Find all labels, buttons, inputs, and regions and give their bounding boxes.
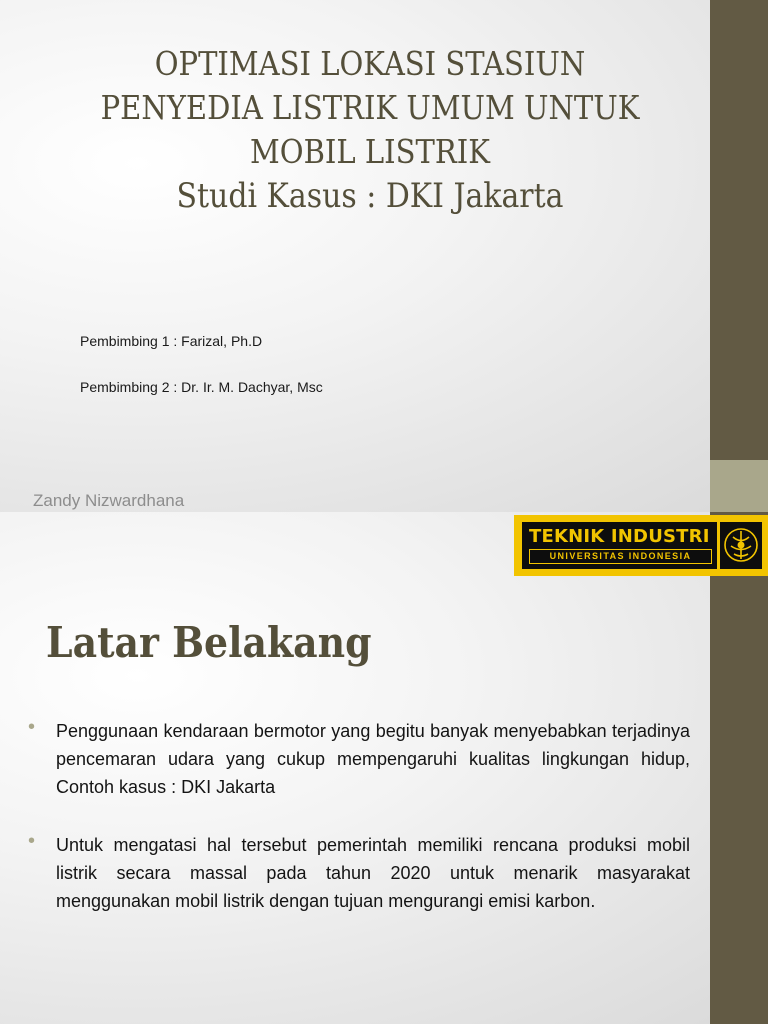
logo-subtitle: UNIVERSITAS INDONESIA: [529, 549, 712, 564]
supervisors-block: [80, 333, 323, 425]
side-bar-dark-2: [710, 512, 768, 1024]
teknik-industri-logo: [514, 515, 768, 576]
bullet-item-1: [28, 717, 690, 801]
title-line-3: MOBIL LISTRIK: [250, 132, 490, 171]
logo-text-panel: [522, 522, 717, 569]
slide-2-title: Latar Belakang: [46, 618, 372, 667]
title-line-2: PENYEDIA LISTRIK UMUM UNTUK: [100, 88, 640, 127]
makara-emblem-icon: [720, 522, 762, 569]
bullet-dot-icon: •: [28, 716, 36, 738]
bullet-list: [28, 717, 690, 945]
title-line-1: OPTIMASI LOKASI STASIUN: [154, 44, 586, 83]
slide-subtitle: Studi Kasus : DKI Jakarta: [176, 176, 564, 216]
side-bar-light: [710, 460, 768, 512]
bullet-text-2: Untuk mengatasi hal tersebut pemerintah memiliki rencana produksi mobil listrik secara massal pada tahun 2020 untuk menarik masyarakat menggunakan mobil listrik dengan tujuan mengurangi emisi karbon.: [56, 835, 690, 911]
bullet-text-1: Penggunaan kendaraan bermotor yang begitu banyak menyebabkan terjadinya pencemaran udara yang cukup mempengaruhi kualitas lingkungan hidup, Contoh kasus : DKI Jakarta: [56, 721, 690, 797]
slide-title: [71, 42, 669, 218]
supervisor-1: Pembimbing 1 : Farizal, Ph.D: [80, 333, 263, 349]
author-name: Zandy Nizwardhana: [33, 491, 185, 510]
logo-title: TEKNIK INDUSTRI: [529, 526, 710, 547]
bullet-dot-icon: •: [28, 830, 36, 852]
supervisor-2: Pembimbing 2 : Dr. Ir. M. Dachyar, Msc: [80, 379, 323, 395]
side-bar-dark: [710, 0, 768, 460]
bullet-item-2: [28, 831, 690, 915]
